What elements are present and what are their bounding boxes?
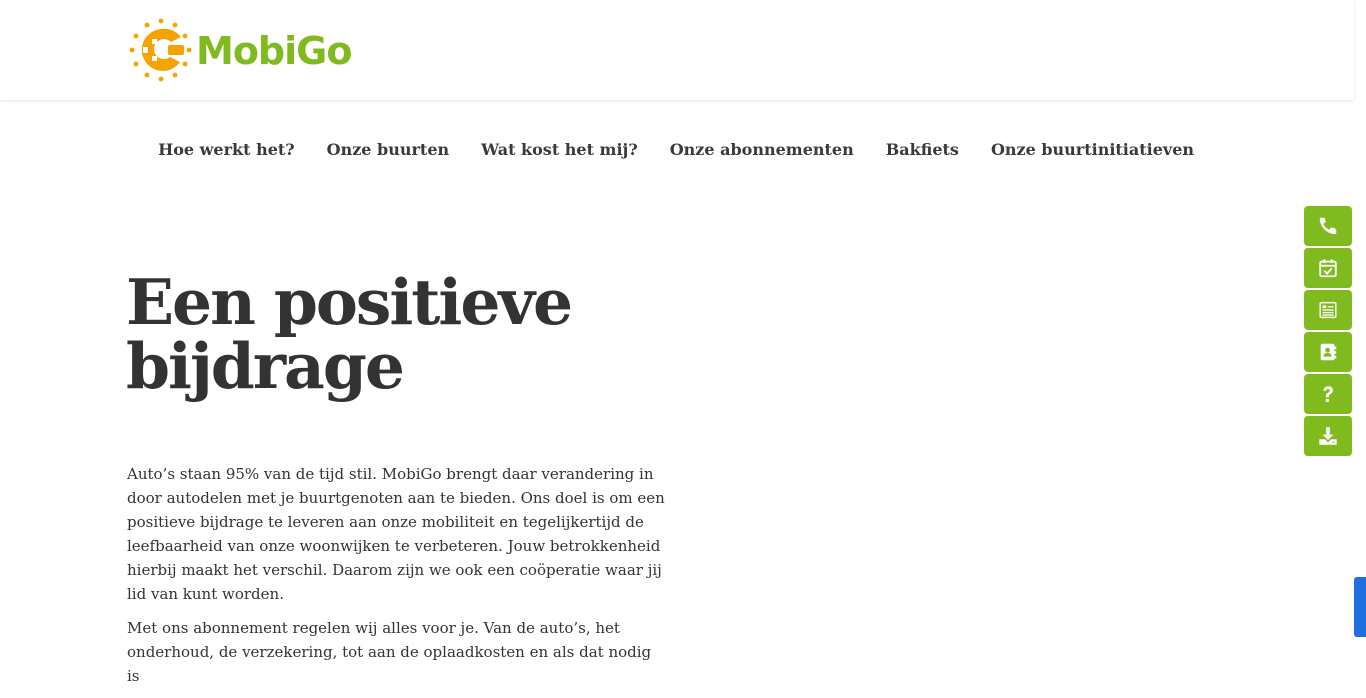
nav-item-bakfiets[interactable]: Bakfiets — [885, 140, 959, 159]
intro-paragraph-1: Auto’s staan 95% van de tijd stil. MobiGo brengt daar verandering in door autodelen met je buurtgenoten aan te bieden. Ons doel is om een positieve bijdrage te leveren aan onze mobiliteit en tegelijkertijd de leefbaarheid van onze woonwijken te verbeteren. Jouw betrokkenheid hierbij maakt het verschil. Daarom zijn we ook een coöperatie waar jij lid van kunt worden. — [127, 465, 665, 603]
page-title-line-2: bijdrage — [126, 329, 403, 403]
phone-icon — [1317, 215, 1339, 237]
contact-button[interactable] — [1304, 332, 1352, 372]
feedback-tab[interactable] — [1354, 577, 1366, 637]
calendar-button[interactable] — [1304, 248, 1352, 288]
sun-car-icon — [128, 17, 194, 83]
intro-paragraph-2: Met ons abonnement regelen wij alles voor je. Van de auto’s, het onderhoud, de verzekering, tot aan de oplaadkosten en als dat nodig is — [127, 619, 652, 685]
intro-text — [127, 462, 667, 698]
news-button[interactable] — [1304, 290, 1352, 330]
site-header — [0, 0, 1354, 100]
main-nav — [0, 132, 1354, 168]
logo-link[interactable] — [128, 17, 351, 83]
nav-item-hoe-werkt-het[interactable]: Hoe werkt het? — [158, 140, 295, 159]
page-title-line-1: Een positieve — [126, 265, 572, 339]
address-book-icon — [1317, 341, 1339, 363]
nav-item-onze-buurten[interactable]: Onze buurten — [326, 140, 450, 159]
page-title — [126, 265, 686, 403]
nav-list — [142, 132, 1210, 168]
nav-item-onze-buurtinitiatieven[interactable]: Onze buurtinitiatieven — [990, 140, 1194, 159]
nav-item-wat-kost-het-mij[interactable]: Wat kost het mij? — [481, 140, 638, 159]
newspaper-icon — [1317, 299, 1339, 321]
download-icon-dot — [1333, 441, 1335, 443]
address-book-head — [1325, 348, 1330, 353]
faq-button[interactable] — [1304, 374, 1352, 414]
nav-item-onze-abonnementen[interactable]: Onze abonnementen — [669, 140, 854, 159]
phone-button[interactable] — [1304, 206, 1352, 246]
download-icon — [1317, 425, 1339, 447]
floating-action-bar — [1304, 206, 1352, 458]
question-icon — [1317, 383, 1339, 405]
logo-text: MobiGo — [196, 29, 352, 73]
calendar-check-icon — [1317, 257, 1339, 279]
download-button[interactable] — [1304, 416, 1352, 456]
